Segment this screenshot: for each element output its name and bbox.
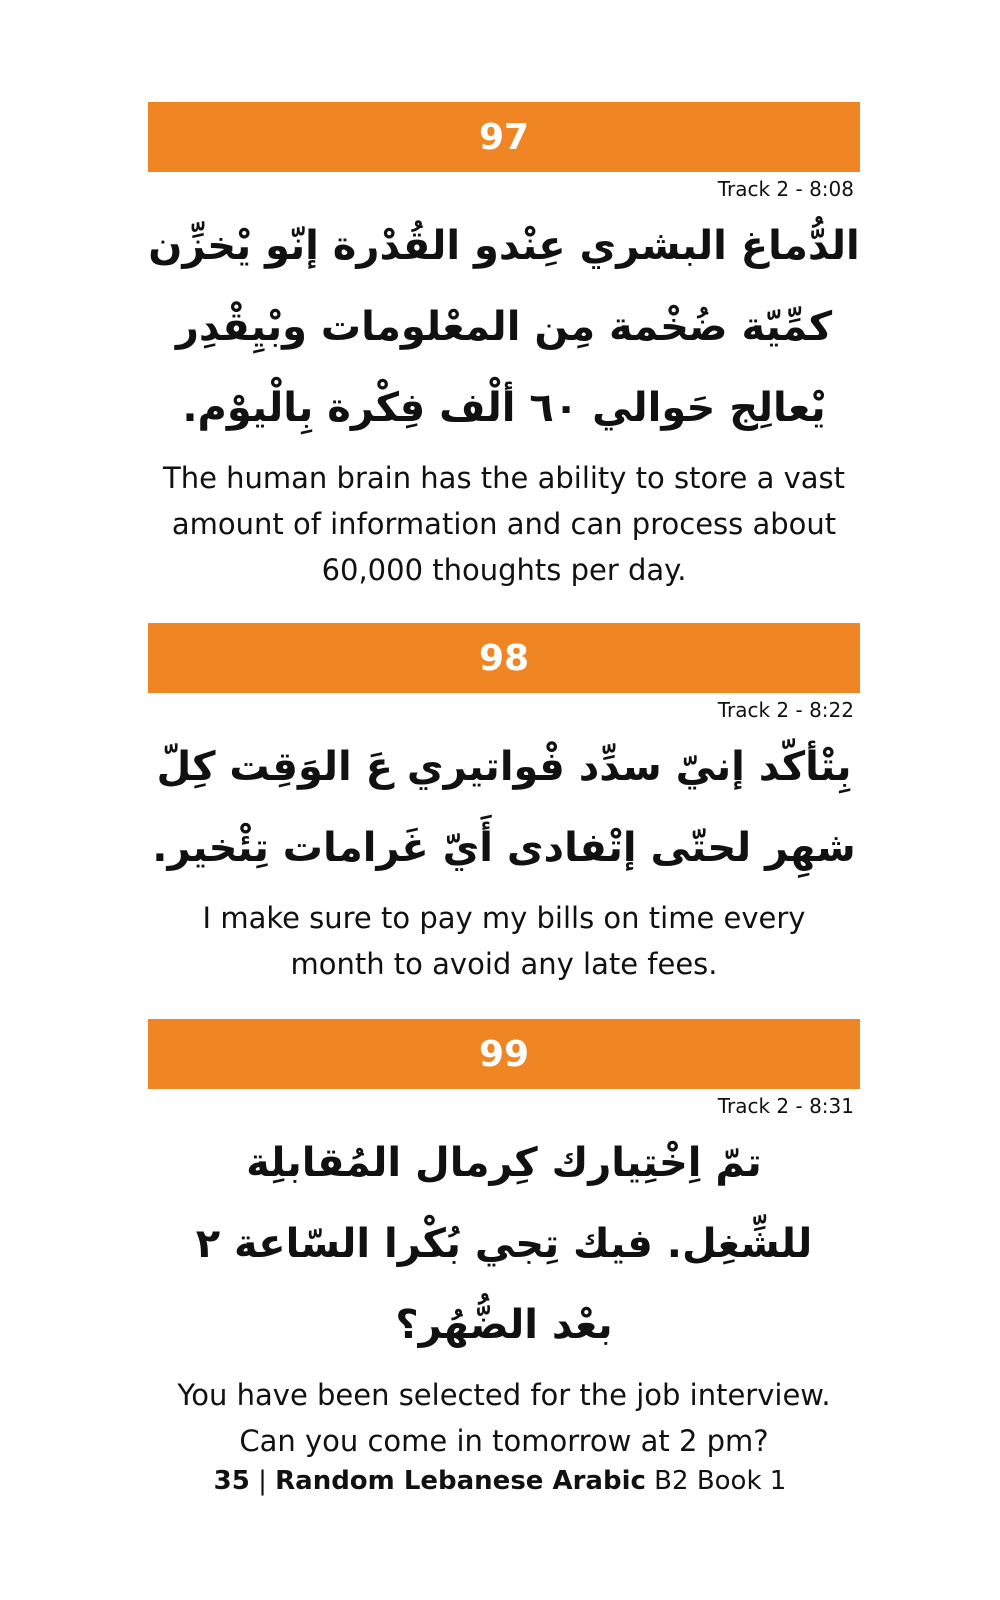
- entry-number: 98: [478, 637, 530, 679]
- entry-number: 99: [478, 1033, 530, 1075]
- sentence-entry-97: [148, 102, 860, 593]
- entry-number-banner: [148, 1019, 860, 1089]
- english-translation: The human brain has the ability to store a vast amount of information and can process about 60,000 thoughts per day.: [163, 461, 845, 587]
- entry-number-banner: [148, 623, 860, 693]
- arabic-sentence: الدُّماغ البشري عِنْدو القُدْرة إنّو يْخزِّن كمِّيّة ضُخْمة مِن المعْلومات وبْيِقْدِر يْعالِج حَوالي ٦٠ ألْف فِكْرة بِالْيوْم.: [148, 223, 860, 431]
- sentence-entry-99: [148, 1019, 860, 1464]
- audio-track-reference: Track 2 - 8:31: [717, 1094, 854, 1118]
- arabic-sentence: تمّ اِخْتِيارك كِرمال المُقابلِة للشِّغِل. فيك تِجي بُكْرا السّاعة ٢ بعْد الضُّهُر؟: [195, 1140, 813, 1348]
- audio-track-reference: Track 2 - 8:08: [717, 177, 854, 201]
- page-number: 35: [213, 1466, 250, 1496]
- entry-number-banner: [148, 102, 860, 172]
- book-level: B2 Book 1: [654, 1466, 787, 1496]
- arabic-sentence: بِتْأكّد إنيّ سدِّد فْواتيري عَ الوَقِت كِلّ شهِر لحتّى إتْفادى أَيّ غَرامات تِئْخير.: [152, 744, 856, 871]
- footer-separator: |: [258, 1466, 267, 1496]
- english-translation: I make sure to pay my bills on time every month to avoid any late fees.: [202, 901, 806, 981]
- english-translation: You have been selected for the job interview. Can you come in tomorrow at 2 pm?: [177, 1378, 831, 1458]
- book-title: Random Lebanese Arabic: [275, 1466, 646, 1496]
- sentence-entry-98: [148, 623, 860, 987]
- audio-track-reference: Track 2 - 8:22: [717, 698, 854, 722]
- page-footer: [0, 1466, 1000, 1496]
- entry-number: 97: [478, 116, 530, 158]
